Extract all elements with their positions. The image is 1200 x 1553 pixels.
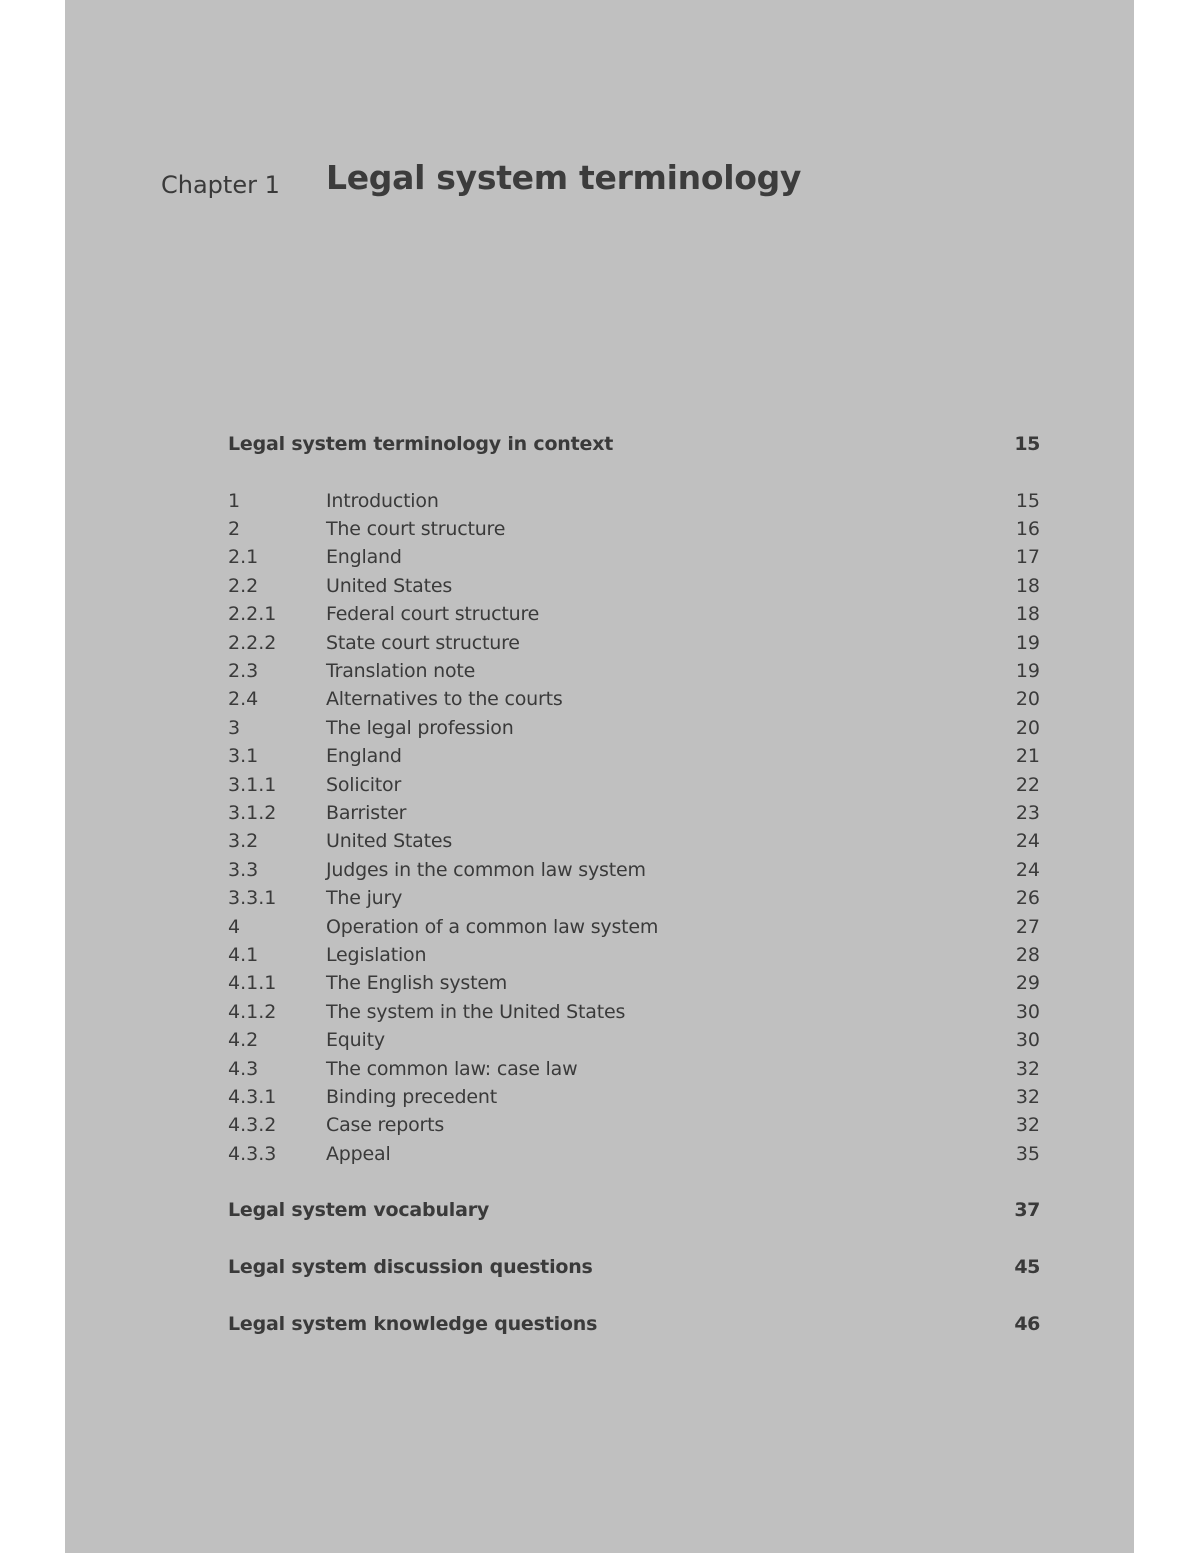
document-page [65,0,1134,1553]
toc-entry-number: 2.4 [228,688,259,710]
toc-entry-title: Binding precedent [326,1086,497,1108]
chapter-label: Chapter 1 [161,171,280,199]
toc-entry-page: 30 [1015,1001,1040,1023]
toc-entry [228,1026,1040,1054]
toc-entry-number: 1 [228,490,241,512]
toc-entry-title: Alternatives to the courts [326,688,563,710]
toc-entry-number: 3.3 [228,859,259,881]
toc-entry-number: 2.1 [228,546,259,568]
toc-entry [228,1083,1040,1111]
toc-entry-number: 4.3.2 [228,1114,277,1136]
toc-entry-page: 30 [1015,1029,1040,1051]
toc-entry-title: Introduction [326,490,439,512]
toc-entry-page: 19 [1015,632,1040,654]
toc-entry-title: Equity [326,1029,385,1051]
toc-entry [228,629,1040,657]
toc-entry [228,600,1040,628]
toc-entry-title: The common law: case law [326,1058,578,1080]
toc-heading-knowledge [228,1310,1040,1338]
toc-heading-text: Legal system knowledge questions [228,1313,598,1335]
toc-entry-page: 23 [1015,802,1040,824]
toc-entry-title: The legal profession [326,717,514,739]
toc-entry-page: 16 [1015,518,1040,540]
toc-entry-page: 28 [1015,944,1040,966]
toc-entry-page: 21 [1015,745,1040,767]
toc-entry-title: Legislation [326,944,427,966]
toc-entry [228,657,1040,685]
toc-entry-number: 4 [228,916,241,938]
toc-entry-number: 2.2 [228,575,259,597]
toc-entry-page: 18 [1015,603,1040,625]
toc-entry-title: England [326,546,402,568]
toc-entry-page: 24 [1015,830,1040,852]
toc-heading-text: Legal system vocabulary [228,1199,490,1221]
toc-entry [228,1140,1040,1168]
toc-entry-title: Appeal [326,1143,391,1165]
toc-entry-title: State court structure [326,632,520,654]
toc-entry-page: 26 [1015,887,1040,909]
toc-entry-title: United States [326,830,453,852]
toc-entry [228,799,1040,827]
toc-heading-text: Legal system terminology in context [228,433,614,455]
toc-entry-page: 17 [1015,546,1040,568]
toc-heading-page: 37 [1014,1199,1040,1221]
toc-entry-page: 32 [1015,1114,1040,1136]
toc-entry-page: 15 [1015,490,1040,512]
toc-entry-title: Federal court structure [326,603,540,625]
toc-entry [228,827,1040,855]
toc-entry-page: 18 [1015,575,1040,597]
toc-entry-number: 4.3.1 [228,1086,277,1108]
toc-entry-number: 4.3 [228,1058,259,1080]
toc-entry-page: 19 [1015,660,1040,682]
toc-entry [228,685,1040,713]
toc-entry-number: 2.2.1 [228,603,277,625]
toc-entry [228,913,1040,941]
toc-entry-number: 3.1.2 [228,802,277,824]
toc-entry-number: 3.2 [228,830,259,852]
toc-heading-vocabulary [228,1196,1040,1224]
toc-entry-title: England [326,745,402,767]
toc-entry-number: 2.3 [228,660,259,682]
toc-entry [228,856,1040,884]
toc-heading-text: Legal system discussion questions [228,1256,593,1278]
toc-entry [228,771,1040,799]
toc-entry-title: The system in the United States [326,1001,626,1023]
toc-entry-page: 20 [1015,717,1040,739]
toc-entry-title: Barrister [326,802,407,824]
toc-entry-number: 4.2 [228,1029,259,1051]
toc-entry-number: 2 [228,518,241,540]
toc-entry-title: Operation of a common law system [326,916,659,938]
toc-entry-title: The court structure [326,518,506,540]
toc-entry [228,742,1040,770]
toc-entry-number: 3.1 [228,745,259,767]
toc-entry [228,543,1040,571]
toc-entry-page: 32 [1015,1086,1040,1108]
toc-entry-number: 3.3.1 [228,887,277,909]
toc-heading-page: 46 [1014,1313,1040,1335]
toc-entry-number: 4.1.1 [228,972,277,994]
toc-entry-title: Judges in the common law system [326,859,646,881]
toc-entry-number: 4.3.3 [228,1143,277,1165]
toc-entry [228,969,1040,997]
toc-entry [228,1111,1040,1139]
toc-entry-number: 3 [228,717,241,739]
toc-entry-page: 32 [1015,1058,1040,1080]
toc-heading-discussion [228,1253,1040,1281]
toc-entry-page: 24 [1015,859,1040,881]
toc-heading-context [228,430,1040,458]
toc-entry-page: 35 [1015,1143,1040,1165]
toc-entry [228,1055,1040,1083]
toc-entry-page: 20 [1015,688,1040,710]
toc-entry-title: United States [326,575,453,597]
toc-entry-title: The jury [326,887,403,909]
toc-entry [228,515,1040,543]
toc-heading-page: 15 [1014,433,1040,455]
toc-heading-page: 45 [1014,1256,1040,1278]
toc-entry [228,572,1040,600]
toc-entry-number: 4.1 [228,944,259,966]
toc-entry-number: 2.2.2 [228,632,277,654]
toc-entry-page: 22 [1015,774,1040,796]
toc-entry-page: 27 [1015,916,1040,938]
toc-entry [228,487,1040,515]
toc-entry [228,998,1040,1026]
toc-entry-title: The English system [326,972,508,994]
toc-entry-title: Translation note [326,660,476,682]
toc-entry-title: Case reports [326,1114,445,1136]
chapter-title: Legal system terminology [326,158,802,197]
toc-entry-title: Solicitor [326,774,402,796]
toc-entry-number: 3.1.1 [228,774,277,796]
toc-entry-page: 29 [1015,972,1040,994]
toc-entry [228,884,1040,912]
toc-entry-number: 4.1.2 [228,1001,277,1023]
toc-entry [228,941,1040,969]
toc-entry [228,714,1040,742]
